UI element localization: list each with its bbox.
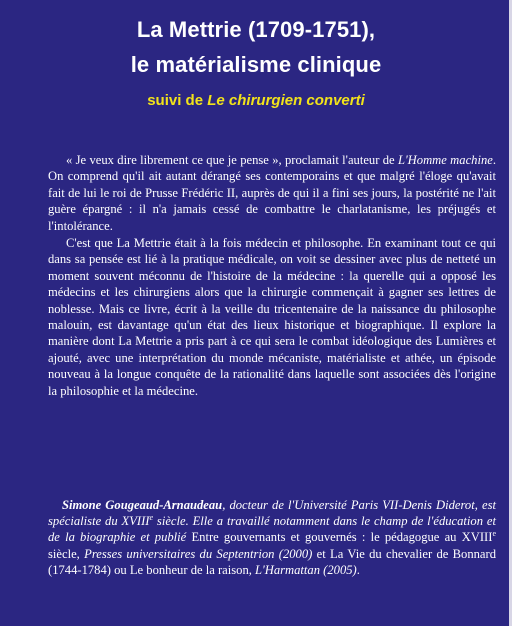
subtitle xyxy=(0,92,512,109)
author-bio xyxy=(48,497,496,578)
title-line-2: le matérialisme clinique xyxy=(130,52,382,77)
bio-sup-1: e xyxy=(149,513,154,523)
summary-text xyxy=(48,152,496,399)
bio-publisher-2: L'Harmattan (2005) xyxy=(255,562,357,577)
title-line-1: La Mettrie (1709-1751), xyxy=(136,17,376,42)
summary-paragraph-2: C'est que La Mettrie était à la fois médecin et philosophe. En examinant tout ce qui dans sa pensée est lié à la pratique médicale, on voit se dessiner avec plus de netteté un moment souvent méconnu de l'histoire de la médecine : la querelle qui a opposé les médecins et les chirurgiens alors que la chirurgie commençait à gagner ses lettres de noblesse. Mais ce livre, écrit à la veille du tricentenaire de la naissance du philosophe malouin, est davantage qu'un état des lieux historique et biographique. Il explore la manière dont La Mettrie a pris part à ce qui sera le combat idéologique des Lumières et ajouté, avec une interprétation du monde mécaniste, matérialiste et athée, un épisode nouveau à la longue conquête de la rationalité dans laquelle sont associées dès l'origine la philosophie et la médecine. xyxy=(48,236,496,398)
bio-book-1-end: siècle, xyxy=(48,546,85,561)
author-name: Simone Gougeaud-Arnaudeau xyxy=(62,498,223,512)
bio-publisher-1: Presses universitaires du Septentrion (2000) xyxy=(84,546,313,561)
summary-paragraph-1 xyxy=(48,152,496,234)
bio-end: . xyxy=(356,562,360,577)
subtitle-prefix: suivi de xyxy=(147,92,208,109)
paragraph-1-work-title: L'Homme machine xyxy=(397,153,493,167)
bio-part-2: siècle. Elle a travaillé notamment dans le champ de l'éducation et de la biographie et publié xyxy=(48,514,496,545)
subtitle-work: Le chirurgien converti xyxy=(207,92,365,109)
bio-sup-2: e xyxy=(492,529,496,539)
author-bio-paragraph xyxy=(48,497,496,578)
paragraph-1-end: . On comprend qu'il ait autant dérangé ses contemporains et que malgré l'éloge qu'avait fait de lui le roi de Prusse Frédéric II, auprès de qui il a fini ses jours, la postérité ne l'ait guère épargné : il n'a jamais cessé de combattre le charlatanisme, les préjugés et l'intolérance. xyxy=(48,153,497,233)
bio-book-2: La Vie du chevalier de Bonnard (1744-1784) ou Le bonheur de la raison, xyxy=(48,546,496,577)
bio-book-1: Entre gouvernants et gouvernés : le pédagogue au XVIII xyxy=(191,530,493,545)
paragraph-1-start: « Je veux dire librement ce que je pense », proclamait l'auteur de xyxy=(66,153,398,167)
bio-and: et xyxy=(312,546,331,561)
bio-part-1: , docteur de l'Université Paris VII-Denis Diderot, est spécialiste du XVIII xyxy=(48,498,496,529)
